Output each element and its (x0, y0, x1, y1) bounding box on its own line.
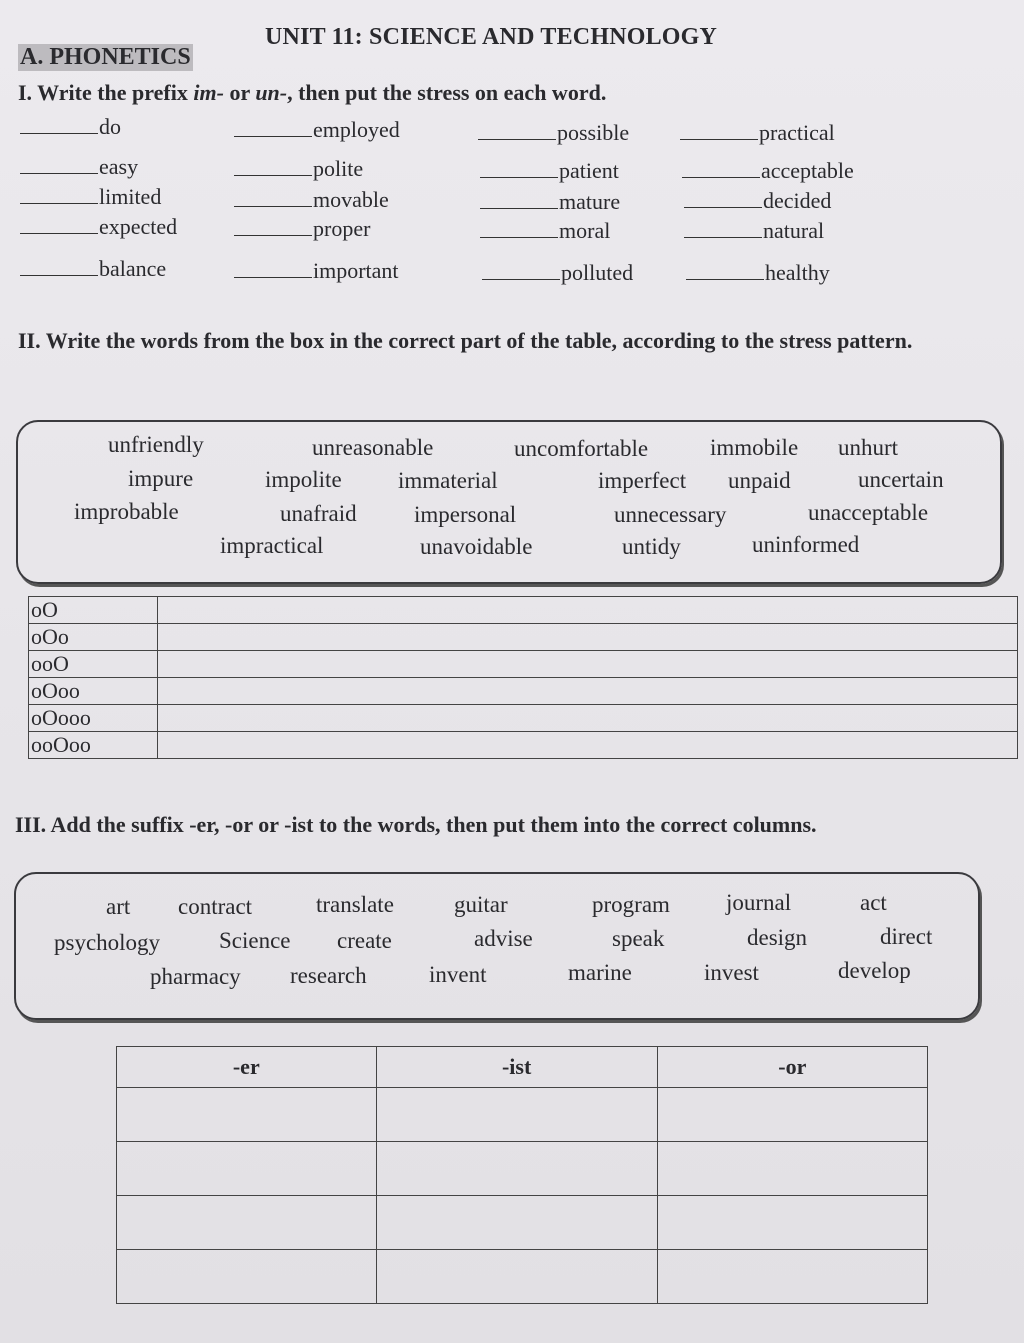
suffix-table (116, 1046, 928, 1304)
prefix-blank-item[interactable]: practical (680, 120, 835, 146)
table-row (29, 678, 1018, 705)
box-word: unfriendly (108, 432, 204, 457)
table-row (29, 732, 1018, 759)
table-row (29, 624, 1018, 651)
box-word: create (337, 928, 392, 953)
answer-cell[interactable] (117, 1250, 377, 1304)
prefix-blank-item[interactable]: natural (684, 218, 824, 244)
box-word: research (290, 963, 367, 988)
stress-pattern-label: oOoo (29, 678, 158, 705)
answer-cell[interactable] (657, 1088, 927, 1142)
prefix-blank-item[interactable]: acceptable (682, 158, 854, 184)
column-header-or: -or (657, 1047, 927, 1088)
stress-pattern-label: ooOoo (29, 732, 158, 759)
table-row (29, 651, 1018, 678)
table-header-row (117, 1047, 928, 1088)
answer-cell[interactable] (376, 1196, 657, 1250)
box-word: immobile (710, 435, 799, 460)
table-row (29, 597, 1018, 624)
prefix-blank-item[interactable]: movable (234, 187, 389, 213)
answer-cell[interactable] (117, 1088, 377, 1142)
box-word: improbable (74, 499, 179, 524)
box-word: design (747, 925, 808, 950)
box-word: uncomfortable (514, 436, 649, 461)
prefix-blank-item[interactable]: do (20, 114, 121, 140)
box-word: advise (474, 926, 533, 951)
box-word: unreasonable (312, 435, 434, 460)
box-word: imperfect (598, 468, 687, 493)
box-word: program (592, 892, 670, 917)
answer-cell[interactable] (158, 732, 1018, 759)
box-word: invest (704, 960, 759, 985)
box-word: act (860, 890, 887, 915)
box-word: contract (178, 894, 253, 919)
box-word: art (106, 894, 131, 919)
box-word: unavoidable (420, 534, 533, 559)
stress-pattern-label: oO (29, 597, 158, 624)
box-word: marine (568, 960, 632, 985)
prefix-blank-item[interactable]: easy (20, 154, 138, 180)
answer-cell[interactable] (158, 597, 1018, 624)
box-word: impersonal (414, 502, 517, 527)
box-word: untidy (622, 534, 681, 559)
prefix-blank-item[interactable]: polluted (482, 260, 633, 286)
box-word: journal (726, 890, 792, 915)
stress-pattern-table (28, 596, 1018, 759)
box-word: unhurt (838, 435, 899, 460)
stress-pattern-label: ooO (29, 651, 158, 678)
box-word: develop (838, 958, 911, 983)
table-row (29, 705, 1018, 732)
table-row (117, 1250, 928, 1304)
prefix-blank-item[interactable]: employed (234, 117, 400, 143)
exercise-1-title: I. Write the prefix im- or un-, then put the stress on each word. (18, 80, 607, 105)
prefix-blank-item[interactable]: mature (480, 189, 620, 215)
box-word: impolite (265, 467, 342, 492)
answer-cell[interactable] (657, 1142, 927, 1196)
answer-cell[interactable] (117, 1196, 377, 1250)
section-title: A. PHONETICS (20, 44, 191, 70)
box-word: guitar (454, 892, 508, 917)
prefix-blank-item[interactable]: patient (480, 158, 619, 184)
answer-cell[interactable] (657, 1196, 927, 1250)
box-word: psychology (54, 930, 161, 955)
answer-cell[interactable] (158, 624, 1018, 651)
box-word: invent (429, 962, 487, 987)
prefix-blank-item[interactable]: healthy (686, 260, 830, 286)
exercise-2-title: II. Write the words from the box in the correct part of the table, according to the stress pattern. (18, 328, 913, 353)
answer-cell[interactable] (376, 1142, 657, 1196)
box-word: Science (219, 928, 291, 953)
box-word: direct (880, 924, 933, 949)
box-word: impractical (220, 533, 324, 558)
box-word: uninformed (752, 532, 860, 557)
answer-cell[interactable] (117, 1142, 377, 1196)
box-word: uncertain (858, 467, 944, 492)
prefix-blank-item[interactable]: decided (684, 188, 831, 214)
unit-title: UNIT 11: SCIENCE AND TECHNOLOGY (265, 24, 718, 50)
prefix-blank-item[interactable]: balance (20, 256, 166, 282)
box-word: speak (612, 926, 665, 951)
box-word: translate (316, 892, 394, 917)
answer-cell[interactable] (158, 651, 1018, 678)
stress-pattern-label: oOo (29, 624, 158, 651)
exercise-3-title: III. Add the suffix -er, -or or -ist to the words, then put them into the correct columns. (15, 812, 817, 837)
prefix-blank-item[interactable]: possible (478, 120, 629, 146)
answer-cell[interactable] (376, 1088, 657, 1142)
prefix-blank-item[interactable]: important (234, 258, 399, 284)
box-word: immaterial (398, 468, 498, 493)
prefix-blank-item[interactable]: limited (20, 184, 161, 210)
column-header-er: -er (117, 1047, 377, 1088)
answer-cell[interactable] (376, 1250, 657, 1304)
table-row (117, 1142, 928, 1196)
box-word: impure (128, 466, 194, 491)
answer-cell[interactable] (158, 678, 1018, 705)
box-word: unacceptable (808, 500, 929, 525)
answer-cell[interactable] (158, 705, 1018, 732)
column-header-ist: -ist (376, 1047, 657, 1088)
prefix-blank-item[interactable]: expected (20, 214, 177, 240)
stress-pattern-label: oOooo (29, 705, 158, 732)
box-word: unafraid (280, 501, 357, 526)
table-row (117, 1196, 928, 1250)
box-word: unpaid (728, 468, 791, 493)
table-row (117, 1088, 928, 1142)
prefix-blank-item[interactable]: proper (234, 216, 370, 242)
box-word: pharmacy (150, 964, 241, 989)
answer-cell[interactable] (657, 1250, 927, 1304)
box-word: unnecessary (614, 502, 727, 527)
prefix-blank-item[interactable]: moral (480, 218, 610, 244)
prefix-blank-item[interactable]: polite (234, 156, 363, 182)
